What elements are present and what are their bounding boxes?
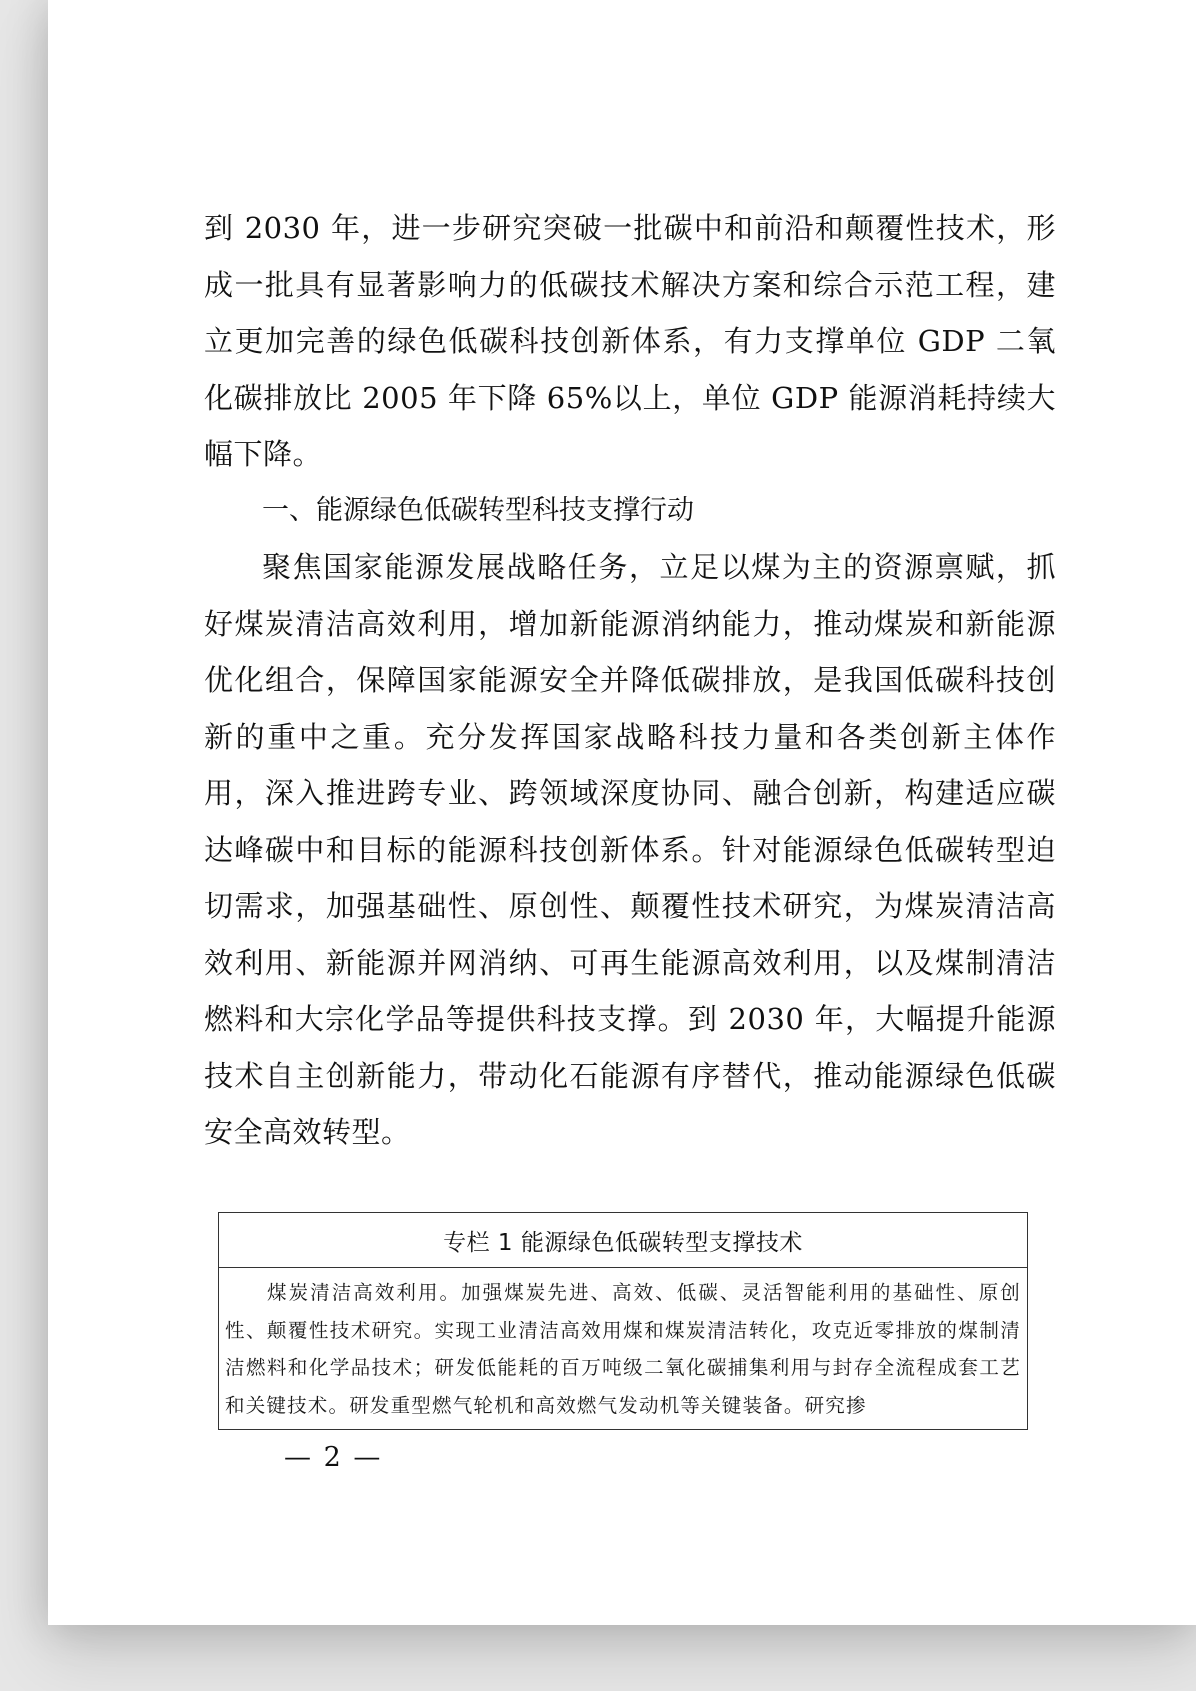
column-box-text: 煤炭清洁高效利用。加强煤炭先进、高效、低碳、灵活智能利用的基础性、原创性、颠覆性技术研究。实现工业清洁高效用煤和煤炭清洁转化，攻克近零排放的煤制清洁燃料和化学品技术；研发低能耗的百万吨级二氧化碳捕集利用与封存全流程成套工艺和关键技术。研发重型燃气轮机和高效燃气发动机等关键装备。研究掺 xyxy=(225,1281,1021,1417)
intro-paragraph: 到 2030 年，进一步研究突破一批碳中和前沿和颠覆性技术，形成一批具有显著影响力的低碳技术解决方案和综合示范工程，建立更加完善的绿色低碳科技创新体系，有力支撑单位 GDP 二氧化碳排放比 2005 年下降 65%以上，单位 GDP 能源消耗持续大幅下降。 xyxy=(204,211,1056,471)
column-box xyxy=(218,1212,1028,1430)
document-page xyxy=(48,0,1196,1625)
page-number: — 2 — xyxy=(284,1442,383,1473)
document-body xyxy=(204,200,1056,1161)
column-box-title: 专栏 1 能源绿色低碳转型支撑技术 xyxy=(219,1213,1027,1268)
section-heading: 一、能源绿色低碳转型科技支撑行动 xyxy=(262,494,694,526)
section-paragraph: 聚焦国家能源发展战略任务，立足以煤为主的资源禀赋，抓好煤炭清洁高效利用，增加新能源消纳能力，推动煤炭和新能源优化组合，保障国家能源安全并降低碳排放，是我国低碳科技创新的重中之重。充分发挥国家战略科技力量和各类创新主体作用，深入推进跨专业、跨领域深度协同、融合创新，构建适应碳达峰碳中和目标的能源科技创新体系。针对能源绿色低碳转型迫切需求，加强基础性、原创性、颠覆性技术研究，为煤炭清洁高效利用、新能源并网消纳、可再生能源高效利用，以及煤制清洁燃料和大宗化学品等提供科技支撑。到 2030 年，大幅提升能源技术自主创新能力，带动化石能源有序替代，推动能源绿色低碳安全高效转型。 xyxy=(204,550,1056,1149)
